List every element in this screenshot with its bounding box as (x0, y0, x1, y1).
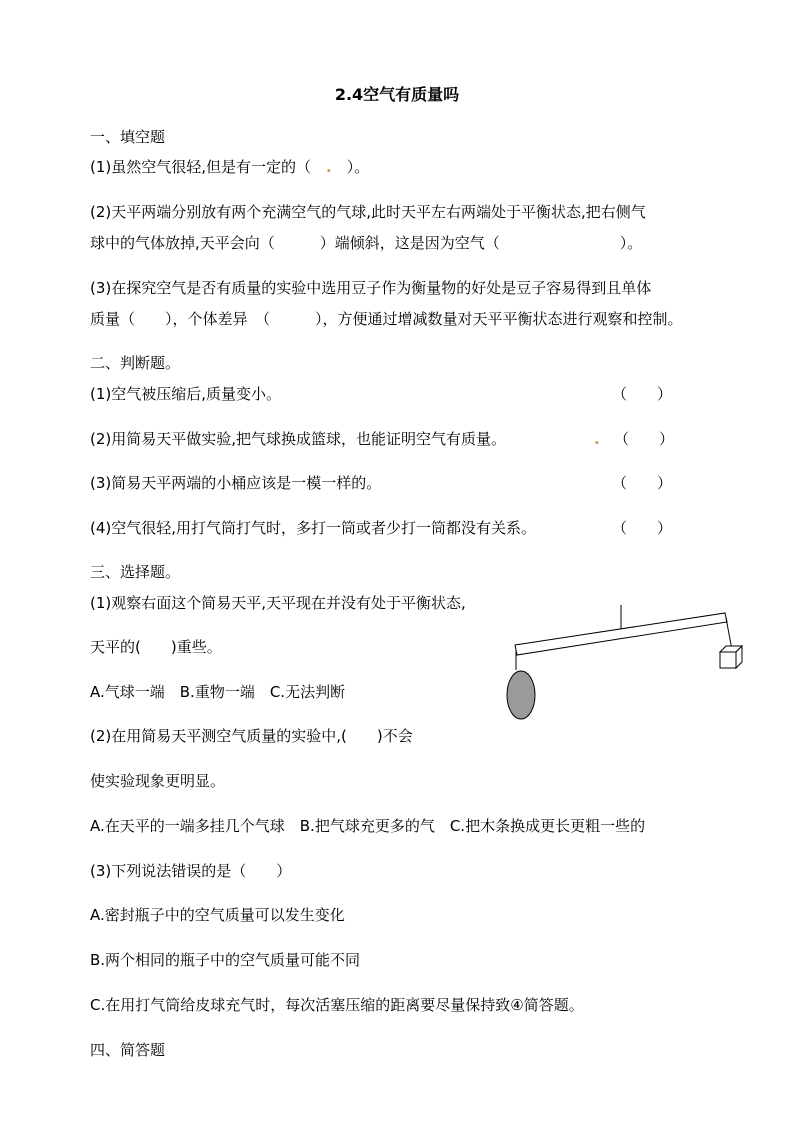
answer-paren-2: （ ） (614, 430, 675, 448)
question-choice-3-option-c: C.在用打气筒给皮球充气时，每次活塞压缩的距离要尽量保持致④简答题。 (90, 996, 584, 1014)
dot-mark: . (594, 430, 600, 448)
question-choice-1-line2: 天平的( )重些。 (90, 638, 222, 656)
question-fill-2-line1: (2)天平两端分别放有两个充满空气的气球,此时天平左右两端处于平衡状态,把右侧气 (90, 203, 646, 221)
question-text: (1)虽然空气很轻,但是有一定的（ (90, 158, 312, 176)
section-heading-fill-blank: 一、填空题 (90, 128, 166, 146)
question-fill-3-line2: 质量（ ），个体差异 （ ），方便通过增减数量对天平平衡状态进行观察和控制。 (90, 310, 683, 328)
weight-string (726, 618, 732, 650)
question-choice-3-option-b: B.两个相同的瓶子中的空气质量可能不同 (90, 951, 361, 969)
answer-paren-4: （ ） (612, 519, 673, 537)
section-heading-choice: 三、选择题。 (90, 563, 181, 581)
question-fill-1 (90, 157, 369, 177)
question-judge-3: (3)简易天平两端的小桶应该是一模一样的。 (90, 474, 382, 492)
balance-diagram (490, 600, 760, 730)
answer-paren-1: （ ） (612, 385, 673, 403)
question-choice-2-options: A.在天平的一端多挂几个气球 B.把气球充更多的气 C.把木条换成更长更粗一些的 (90, 817, 646, 835)
question-fill-3-line1: (3)在探究空气是否有质量的实验中选用豆子作为衡量物的好处是豆子容易得到且单体 (90, 279, 652, 297)
question-choice-2-line1: (2)在用简易天平测空气质量的实验中,( )不会 (90, 727, 413, 745)
section-heading-judge: 二、判断题。 (90, 354, 181, 372)
weight-cube (720, 646, 742, 668)
balloon (507, 671, 535, 719)
question-choice-2-line2: 使实验现象更明显。 (90, 772, 226, 790)
dot-mark: . (326, 158, 332, 176)
question-choice-3-option-a: A.密封瓶子中的空气质量可以发生变化 (90, 906, 345, 924)
question-fill-2-line2: 球中的气体放掉,天平会向（ ）端倾斜，这是因为空气（ ）。 (90, 234, 643, 252)
answer-paren-3: （ ） (612, 474, 673, 492)
question-choice-1-line1: (1)观察右面这个简易天平,天平现在并没有处于平衡状态, (90, 594, 466, 612)
page-title: 2.4空气有质量吗 (334, 85, 460, 104)
question-judge-2: (2)用简易天平做实验,把气球换成篮球，也能证明空气有质量。 (90, 430, 507, 448)
question-choice-1-options: A.气球一端 B.重物一端 C.无法判断 (90, 683, 346, 701)
question-choice-3: (3)下列说法错误的是（ ） (90, 862, 292, 880)
question-text-end: ）。 (346, 158, 370, 176)
section-heading-short-answer: 四、简答题 (90, 1041, 166, 1059)
question-judge-4: (4)空气很轻,用打气筒打气时，多打一筒或者少打一筒都没有关系。 (90, 519, 537, 537)
question-judge-1: (1)空气被压缩后,质量变小。 (90, 385, 282, 403)
